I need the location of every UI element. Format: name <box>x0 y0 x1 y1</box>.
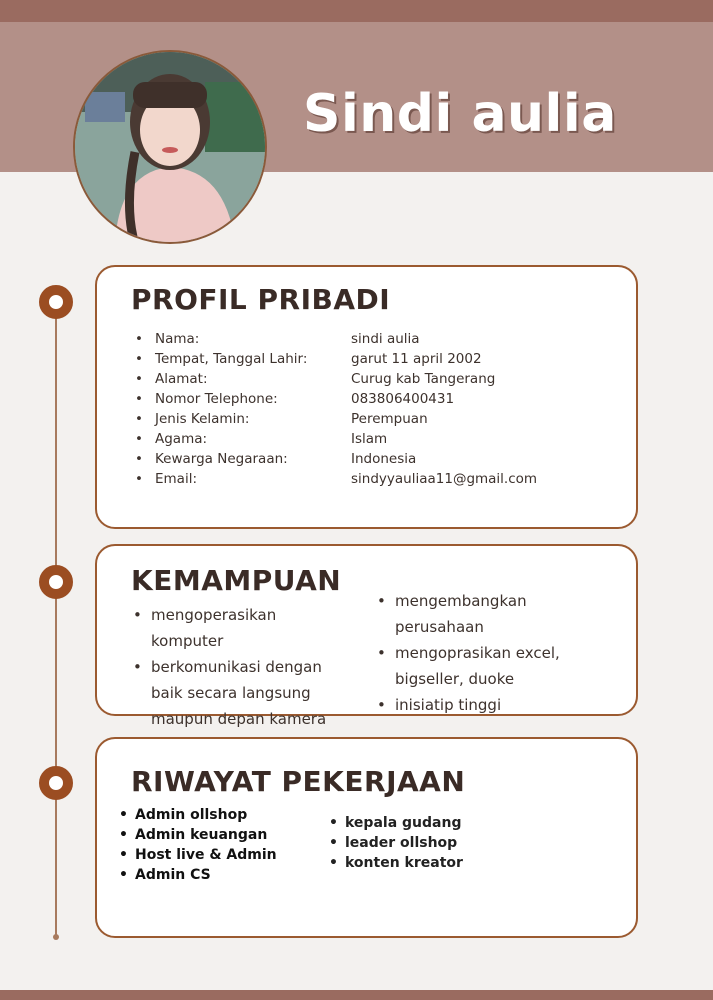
profile-row: • Alamat: Curug kab Tangerang <box>135 371 496 387</box>
work-title: RIWAYAT PEKERJAAN <box>131 765 466 798</box>
work-card <box>95 737 638 938</box>
profile-title: PROFIL PRIBADI <box>131 283 391 316</box>
list-item: • Host live & Admin <box>119 845 277 865</box>
top-bar <box>0 0 713 22</box>
list-item: • mengoperasikan komputer <box>133 602 333 654</box>
list-item: • Admin ollshop <box>119 805 277 825</box>
list-item: • Admin CS <box>119 865 277 885</box>
profile-row: • Tempat, Tanggal Lahir: garut 11 april 2002 <box>135 351 482 367</box>
skills-list-left <box>133 602 333 732</box>
profile-list <box>135 331 537 491</box>
bottom-bar <box>0 990 713 1000</box>
timeline-dot-work <box>39 766 73 800</box>
list-item: • inisiatip tinggi <box>377 692 577 718</box>
timeline-dot-profile <box>39 285 73 319</box>
profile-row: • Kewarga Negaraan: Indonesia <box>135 451 417 467</box>
skills-title: KEMAMPUAN <box>131 564 342 597</box>
skills-card <box>95 544 638 728</box>
timeline-dot-skills <box>39 565 73 599</box>
list-item: • berkomunikasi dengan baik secara langsung maupun depan kamera <box>133 654 333 732</box>
profile-row: • Agama: Islam <box>135 431 388 447</box>
person-name: Sindi aulia <box>303 84 617 144</box>
profile-row: • Nomor Telephone: 083806400431 <box>135 391 455 407</box>
list-item: • mengembangkan perusahaan <box>377 588 535 640</box>
work-list-right <box>329 813 463 873</box>
profile-row: • Nama: sindi aulia <box>135 331 420 347</box>
timeline-line <box>55 298 57 938</box>
profile-card <box>95 265 638 529</box>
skills-list-right <box>377 588 577 718</box>
list-item: • mengoprasikan excel, bigseller, duoke <box>377 640 565 692</box>
list-item: • kepala gudang <box>329 813 463 833</box>
profile-photo <box>73 50 267 244</box>
list-item: • konten kreator <box>329 853 463 873</box>
work-list-left <box>119 805 277 885</box>
profile-row: • Jenis Kelamin: Perempuan <box>135 411 428 427</box>
timeline-end <box>53 934 59 940</box>
list-item: • leader ollshop <box>329 833 463 853</box>
list-item: • Admin keuangan <box>119 825 277 845</box>
profile-row: • Email: sindyyauliaa11@gmail.com <box>135 471 538 487</box>
